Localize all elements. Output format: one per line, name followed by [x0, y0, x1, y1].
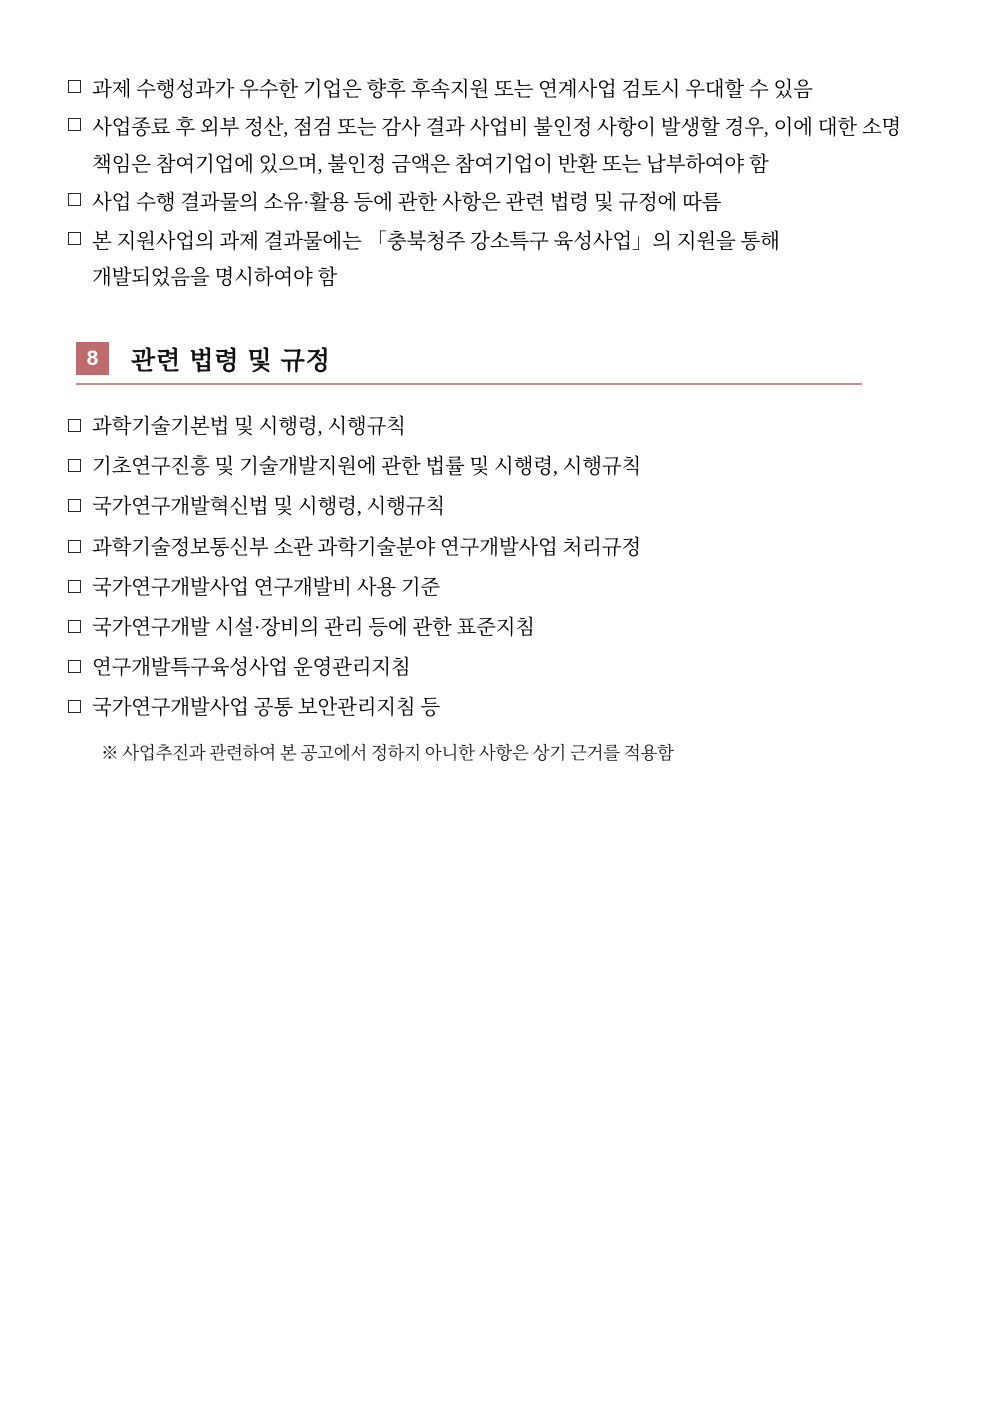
list-item-text: 과제 수행성과가 우수한 기업은 향후 후속지원 또는 연계사업 검토시 우대할 수 있음: [92, 79, 813, 101]
list-item: [68, 72, 924, 108]
list-item-text: 과학기술기본법 및 시행령, 시행규칙: [92, 415, 406, 438]
top-notes-list: [68, 72, 924, 297]
list-item-text: 국가연구개발혁신법 및 시행령, 시행규칙: [92, 496, 445, 519]
list-item-text: 과학기술정보통신부 소관 과학기술분야 연구개발사업 처리규정: [92, 536, 641, 559]
list-item: [68, 224, 924, 297]
checkbox-icon: [68, 580, 81, 593]
page-title: 관련 법령 및 규정: [131, 346, 331, 375]
list-item: [68, 572, 924, 605]
list-item: [68, 411, 924, 444]
section-note: ※ 사업추진과 관련하여 본 공고에서 정하지 아니한 사항은 상기 근거를 적용함: [101, 742, 674, 763]
law-list: [68, 411, 924, 726]
list-item: [68, 491, 924, 524]
list-item: [68, 110, 924, 183]
list-item: [68, 451, 924, 484]
list-item: [68, 652, 924, 685]
checkbox-icon: [68, 660, 81, 673]
checkbox-icon: [68, 419, 81, 432]
list-item-text: 본 지원사업의 과제 결과물에는 「충북청주 강소특구 육성사업」의 지원을 통해 개발되었음을 명시하여야 함: [92, 230, 780, 290]
list-item: [68, 612, 924, 645]
checkbox-icon: [68, 193, 81, 206]
checkbox-icon: [68, 620, 81, 633]
list-item-text: 국가연구개발 시설·장비의 관리 등에 관한 표준지침: [92, 616, 535, 639]
list-item-text: 사업종료 후 외부 정산, 점검 또는 감사 결과 사업비 불인정 사항이 발생할 경우, 이에 대한 소명 책임은 참여기업에 있으며, 불인정 금액은 참여기업이 반환 또는 납부하여야 함: [92, 117, 902, 176]
checkbox-icon: [68, 80, 81, 93]
list-item-text: 기초연구진흥 및 기술개발지원에 관한 법률 및 시행령, 시행규칙: [92, 456, 642, 479]
checkbox-icon: [68, 118, 81, 131]
list-item-text: 국가연구개발사업 공통 보안관리지침 등: [92, 697, 441, 720]
list-item: [68, 692, 924, 725]
list-item-text: 사업 수행 결과물의 소유·활용 등에 관한 사항은 관련 법령 및 규정에 따름: [92, 192, 722, 215]
list-item-text: 국가연구개발사업 연구개발비 사용 기준: [92, 576, 441, 599]
checkbox-icon: [68, 540, 81, 553]
list-item: [68, 532, 924, 565]
list-item: [68, 185, 924, 221]
section-heading: [68, 341, 924, 385]
checkbox-icon: [68, 700, 81, 713]
checkbox-icon: [68, 232, 81, 245]
checkbox-icon: [68, 499, 81, 512]
list-item-text: 연구개발특구육성사업 운영관리지침: [92, 657, 411, 680]
checkbox-icon: [68, 459, 81, 472]
section-number-badge: 8: [76, 342, 109, 375]
